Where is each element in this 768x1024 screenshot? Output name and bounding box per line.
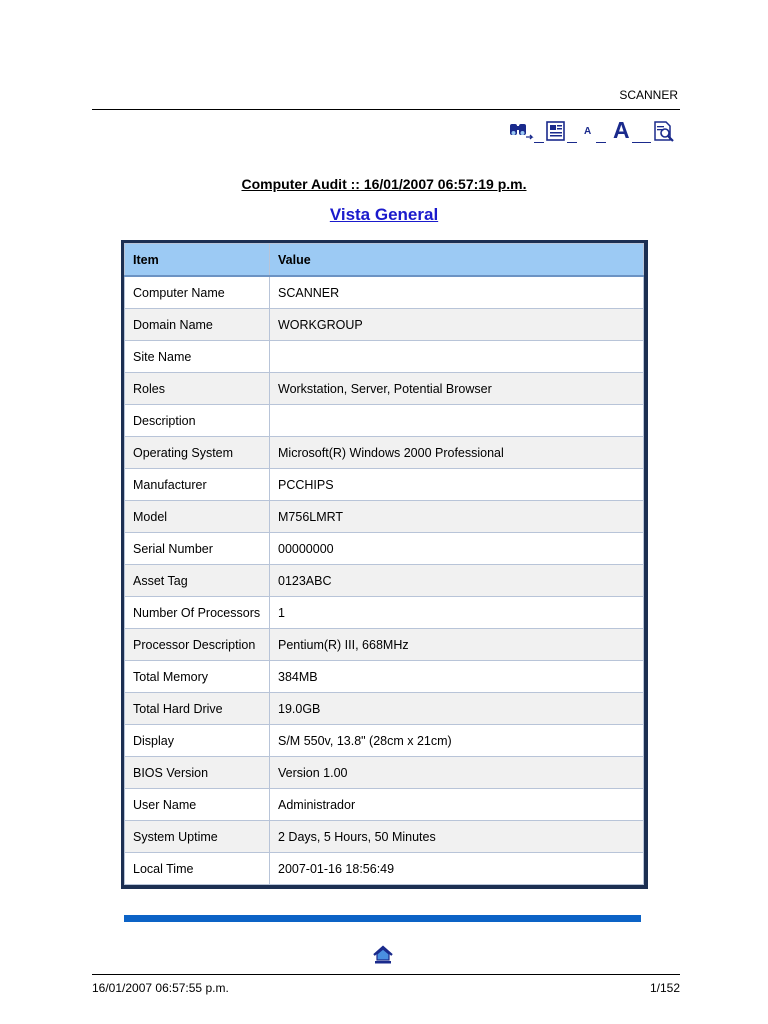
section-link[interactable]: Vista General xyxy=(329,205,439,224)
table-row xyxy=(125,469,644,501)
large-font-icon[interactable]: A xyxy=(613,117,630,143)
computer-info-table xyxy=(121,240,648,889)
row-item-label: Model xyxy=(125,501,270,533)
row-item-label: Serial Number xyxy=(125,533,270,565)
section-divider-bar xyxy=(124,915,641,922)
row-item-value: Administrador xyxy=(270,789,644,821)
row-item-label: Total Hard Drive xyxy=(125,693,270,725)
table-row xyxy=(125,341,644,373)
footer-divider xyxy=(92,974,680,975)
table-header-row xyxy=(125,244,644,277)
row-item-label: Domain Name xyxy=(125,309,270,341)
toolbar-separator xyxy=(567,142,577,143)
row-item-value xyxy=(270,341,644,373)
row-item-label: Processor Description xyxy=(125,629,270,661)
toolbar xyxy=(508,118,680,146)
table-row xyxy=(125,501,644,533)
header-divider xyxy=(92,109,680,110)
small-font-icon[interactable]: A xyxy=(584,126,592,137)
find-icon[interactable] xyxy=(508,120,534,142)
row-item-value: M756LMRT xyxy=(270,501,644,533)
home-icon[interactable] xyxy=(372,944,394,966)
table-row xyxy=(125,853,644,885)
table-row xyxy=(125,597,644,629)
row-item-value: 0123ABC xyxy=(270,565,644,597)
row-item-value: Workstation, Server, Potential Browser xyxy=(270,373,644,405)
row-item-value: 384MB xyxy=(270,661,644,693)
table-row xyxy=(125,405,644,437)
row-item-value: PCCHIPS xyxy=(270,469,644,501)
row-item-label: Roles xyxy=(125,373,270,405)
table-row xyxy=(125,373,644,405)
row-item-label: User Name xyxy=(125,789,270,821)
row-item-value: Version 1.00 xyxy=(270,757,644,789)
table-row xyxy=(125,565,644,597)
row-item-label: Site Name xyxy=(125,341,270,373)
column-header-item: Item xyxy=(125,244,270,277)
table-row xyxy=(125,533,644,565)
row-item-value xyxy=(270,405,644,437)
row-item-value: 2 Days, 5 Hours, 50 Minutes xyxy=(270,821,644,853)
row-item-label: System Uptime xyxy=(125,821,270,853)
row-item-value: Pentium(R) III, 668MHz xyxy=(270,629,644,661)
row-item-value: Microsoft(R) Windows 2000 Professional xyxy=(270,437,644,469)
table-row xyxy=(125,629,644,661)
table-row xyxy=(125,757,644,789)
row-item-label: Total Memory xyxy=(125,661,270,693)
row-item-label: Display xyxy=(125,725,270,757)
running-header: SCANNER xyxy=(619,88,678,102)
toolbar-separator xyxy=(632,142,651,143)
toolbar-separator xyxy=(596,142,606,143)
row-item-value: S/M 550v, 13.8" (28cm x 21cm) xyxy=(270,725,644,757)
row-item-label: Asset Tag xyxy=(125,565,270,597)
row-item-value: 1 xyxy=(270,597,644,629)
table-row xyxy=(125,821,644,853)
table-row xyxy=(125,437,644,469)
row-item-label: Manufacturer xyxy=(125,469,270,501)
page-number: 1/152 xyxy=(649,981,680,995)
text-view-icon[interactable] xyxy=(545,120,567,142)
table-row xyxy=(125,661,644,693)
print-preview-icon[interactable] xyxy=(652,120,676,142)
row-item-value: 00000000 xyxy=(270,533,644,565)
row-item-label: Description xyxy=(125,405,270,437)
footer-timestamp: 16/01/2007 06:57:55 p.m. xyxy=(92,981,229,995)
row-item-value: 2007-01-16 18:56:49 xyxy=(270,853,644,885)
row-item-value: SCANNER xyxy=(270,276,644,309)
row-item-value: 19.0GB xyxy=(270,693,644,725)
table-row xyxy=(125,693,644,725)
toolbar-separator xyxy=(534,142,544,143)
table-row xyxy=(125,276,644,309)
row-item-label: BIOS Version xyxy=(125,757,270,789)
row-item-label: Number Of Processors xyxy=(125,597,270,629)
audit-title: Computer Audit :: 16/01/2007 06:57:19 p.m. xyxy=(241,176,527,192)
table-row xyxy=(125,789,644,821)
row-item-label: Computer Name xyxy=(125,276,270,309)
table-row xyxy=(125,725,644,757)
row-item-label: Local Time xyxy=(125,853,270,885)
column-header-value: Value xyxy=(270,244,644,277)
row-item-value: WORKGROUP xyxy=(270,309,644,341)
row-item-label: Operating System xyxy=(125,437,270,469)
table-row xyxy=(125,309,644,341)
